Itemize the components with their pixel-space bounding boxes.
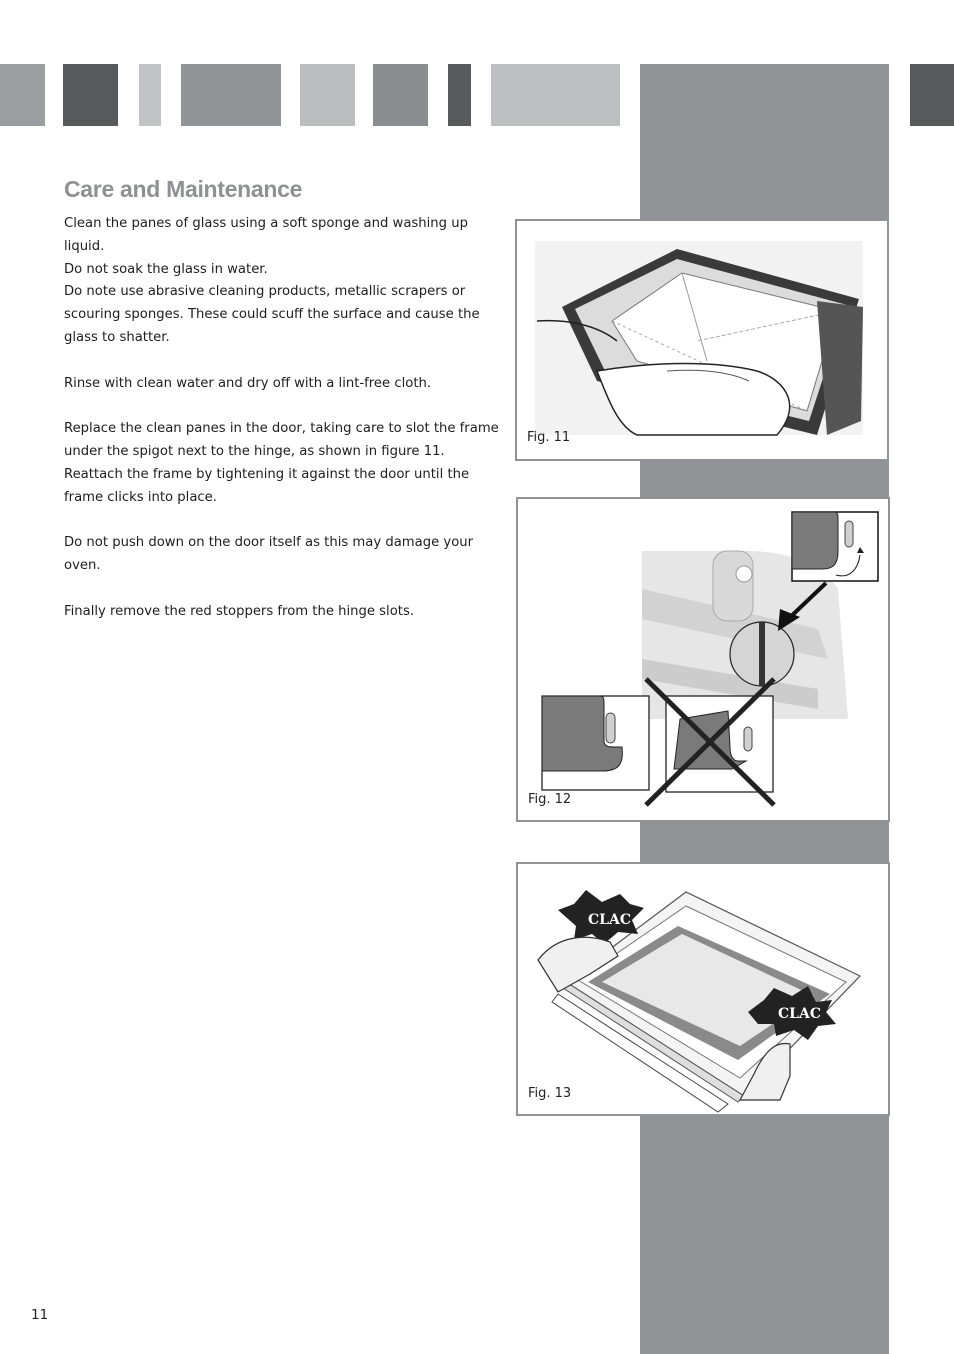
glass-pane-illustration	[517, 221, 887, 459]
paragraph	[64, 601, 504, 624]
text-line: scouring sponges. These could scuff the surface and cause the	[64, 307, 480, 323]
header-block	[139, 64, 161, 126]
figure-11	[515, 219, 889, 461]
text-line: frame clicks into place.	[64, 489, 217, 505]
figure-12	[516, 497, 890, 822]
figure-caption: Fig. 12	[528, 792, 572, 807]
header-block	[181, 64, 281, 126]
header-block	[300, 64, 355, 126]
paragraph	[64, 418, 504, 509]
text-line: Finally remove the red stoppers from the hinge slots.	[64, 603, 415, 619]
text-line: Do not soak the glass in water.	[64, 261, 268, 277]
text-line: Replace the clean panes in the door, taking care to slot the frame	[64, 421, 499, 437]
text-line: Rinse with clean water and dry off with a lint-free cloth.	[64, 375, 432, 391]
text-line: under the spigot next to the hinge, as shown in figure 11.	[64, 443, 445, 459]
text-line: Reattach the frame by tightening it against the door until the	[64, 466, 470, 482]
clac-label-top: CLAC	[588, 912, 631, 928]
hinge-illustration	[518, 499, 888, 820]
figure-13	[516, 862, 890, 1116]
header-block	[0, 64, 45, 126]
header-block	[910, 64, 954, 126]
header-block	[373, 64, 428, 126]
header-block	[491, 64, 620, 126]
body-text	[64, 213, 504, 646]
text-line: Clean the panes of glass using a soft sponge and washing up liquid.	[64, 216, 468, 254]
paragraph	[64, 532, 504, 578]
frame-refit-illustration	[518, 864, 888, 1114]
text-line: Do not push down on the door itself as this may damage your	[64, 535, 474, 551]
paragraph	[64, 373, 504, 396]
header-block	[448, 64, 471, 126]
figure-caption: Fig. 13	[528, 1086, 572, 1101]
figure-caption: Fig. 11	[527, 430, 571, 445]
text-line: oven.	[64, 557, 101, 573]
text-line: Do note use abrasive cleaning products, metallic scrapers or	[64, 284, 466, 300]
clac-label-bottom: CLAC	[778, 1006, 821, 1022]
text-line: glass to shatter.	[64, 329, 170, 345]
paragraph	[64, 213, 504, 350]
page-title: Care and Maintenance	[64, 176, 303, 202]
header-block	[63, 64, 118, 126]
page-number: 11	[31, 1307, 49, 1323]
